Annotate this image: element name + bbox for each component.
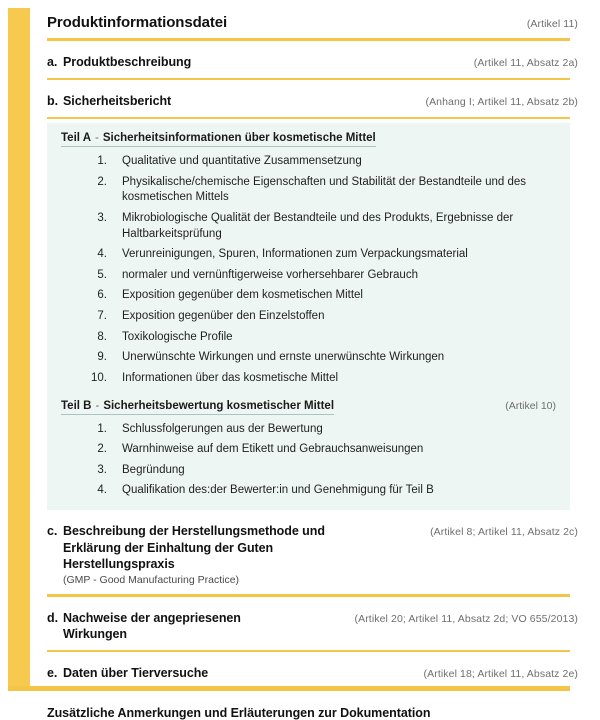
section-a-heading	[47, 54, 191, 71]
list-item-text: Exposition gegenüber dem kosmetischen Mittel	[122, 289, 363, 302]
divider-section-d	[47, 650, 570, 653]
document-title-row	[47, 0, 578, 31]
list-item	[61, 247, 556, 263]
section-d-letter: d.	[47, 610, 59, 625]
page-title: Produktinformationsdatei	[47, 14, 228, 31]
teil-a-list	[61, 154, 556, 387]
section-b-title: Sicherheitsbericht	[63, 94, 172, 108]
list-item-text: Schlussfolgerungen aus der Bewertung	[122, 422, 323, 435]
section-b-letter: b.	[47, 94, 59, 108]
teil-a-label: Teil A	[61, 132, 92, 144]
list-item-text: Qualitative und quantitative Zusammensetzung	[122, 155, 362, 167]
list-item	[61, 309, 556, 325]
list-item-text: Begründung	[122, 463, 185, 476]
teil-a-block	[47, 132, 570, 387]
divider-section-a	[47, 78, 570, 81]
document-title-reference: (Artikel 11)	[526, 18, 578, 30]
section-a-title: Produktbeschreibung	[63, 55, 192, 69]
list-item	[61, 463, 556, 479]
section-c-title: Beschreibung der Herstellungsmethode und Erklärung der Einhaltung der Guten Herstellungspraxis	[63, 524, 325, 571]
list-item-number: 7.	[97, 310, 107, 322]
teil-a-heading-row	[61, 132, 556, 147]
section-e-reference: (Artikel 18; Artikel 11, Absatz 2e)	[423, 668, 578, 681]
list-item-text: Toxikologische Profile	[122, 330, 233, 343]
teil-b-block	[47, 400, 570, 500]
section-c-reference: (Artikel 8; Artikel 11, Absatz 2c)	[430, 526, 578, 538]
teil-b-label: Teil B	[61, 399, 92, 412]
list-item-text: Physikalische/chemische Eigenschaften und Stabilität der Bestandteile und des kosmetischen Mittels	[122, 175, 527, 204]
list-item	[61, 330, 556, 346]
divider-section-c	[47, 594, 570, 597]
list-item-number: 4.	[97, 484, 107, 497]
list-item-number: 4.	[97, 248, 107, 261]
list-item	[61, 268, 556, 284]
section-e-heading	[47, 665, 208, 682]
section-c-body	[47, 523, 363, 587]
teil-a-heading	[61, 132, 376, 147]
list-item-number: 1.	[97, 422, 107, 435]
list-item-number: 2.	[97, 443, 107, 456]
list-item-number: 8.	[97, 330, 107, 343]
list-item-text: Mikrobiologische Qualität der Bestandteile und des Produkts, Ergebnisse der Haltbarkeitsprüfung	[122, 211, 514, 240]
section-e	[47, 665, 578, 682]
section-b-reference: (Anhang I; Artikel 11, Absatz 2b)	[425, 96, 578, 108]
section-d	[47, 610, 578, 643]
list-item	[61, 422, 556, 438]
document-content	[47, 0, 578, 720]
section-a	[47, 54, 578, 71]
divider-bottom	[8, 686, 570, 691]
list-item	[61, 350, 556, 366]
section-a-letter: a.	[47, 55, 58, 69]
list-item-number: 6.	[97, 289, 107, 302]
teil-b-heading	[61, 400, 334, 415]
list-item-number: 9.	[97, 351, 107, 364]
section-b-heading	[47, 93, 171, 110]
teil-b-reference: (Artikel 10)	[505, 399, 556, 412]
section-b	[47, 93, 578, 110]
section-e-letter: e.	[47, 666, 58, 681]
list-item	[61, 442, 556, 458]
list-item-number: 3.	[97, 211, 107, 224]
section-c-heading	[47, 523, 363, 573]
teil-a-dash: -	[95, 132, 99, 144]
teil-b-heading-row	[61, 400, 556, 415]
teil-b-title: Sicherheitsbewertung kosmetischer Mittel	[103, 399, 335, 412]
list-item-text: normaler und vernünftigerweise vorhersehbarer Gebrauch	[122, 268, 418, 281]
divider-section-b	[47, 117, 570, 120]
left-accent-bar	[8, 8, 30, 691]
teil-b-dash: -	[95, 399, 100, 412]
section-d-reference: (Artikel 20; Artikel 11, Absatz 2d; VO 655/2013)	[354, 612, 578, 625]
list-item-text: Informationen über das kosmetische Mittel	[122, 371, 339, 384]
safety-report-panel	[47, 123, 570, 510]
teil-a-title: Sicherheitsinformationen über kosmetische Mittel	[102, 132, 376, 144]
divider-title	[47, 38, 570, 41]
list-item	[61, 175, 556, 206]
list-item-text: Unerwünschte Wirkungen und ernste unerwünschte Wirkungen	[122, 351, 445, 364]
list-item-number: 5.	[97, 268, 107, 281]
list-item-text: Qualifikation des:der Bewerter:in und Genehmigung für Teil B	[122, 484, 434, 497]
section-d-title: Nachweise der angepriesenen Wirkungen	[63, 610, 241, 642]
list-item-text: Verunreinigungen, Spuren, Informationen zum Verpackungsmaterial	[122, 248, 468, 261]
list-item	[61, 371, 556, 387]
list-item-number: 2.	[97, 175, 107, 188]
section-c-subtitle: (GMP - Good Manufacturing Practice)	[63, 573, 240, 586]
list-item-text: Exposition gegenüber den Einzelstoffen	[122, 310, 325, 322]
list-item-number: 10.	[91, 371, 107, 384]
list-item	[61, 211, 556, 242]
list-item-number: 3.	[97, 463, 107, 476]
list-item	[61, 483, 556, 499]
section-e-title: Daten über Tierversuche	[63, 666, 209, 681]
section-a-reference: (Artikel 11, Absatz 2a)	[473, 57, 578, 69]
list-item-number: 1.	[97, 155, 107, 167]
section-d-heading	[47, 610, 293, 643]
teil-b-list	[61, 422, 556, 500]
list-item-text: Warnhinweise auf dem Etikett und Gebrauchsanweisungen	[122, 443, 424, 456]
list-item	[61, 288, 556, 304]
closing-note: Zusätzliche Anmerkungen und Erläuterungen zur Dokumentation	[47, 706, 431, 720]
section-c	[47, 523, 578, 587]
section-c-letter: c.	[47, 524, 58, 538]
list-item	[61, 154, 556, 170]
